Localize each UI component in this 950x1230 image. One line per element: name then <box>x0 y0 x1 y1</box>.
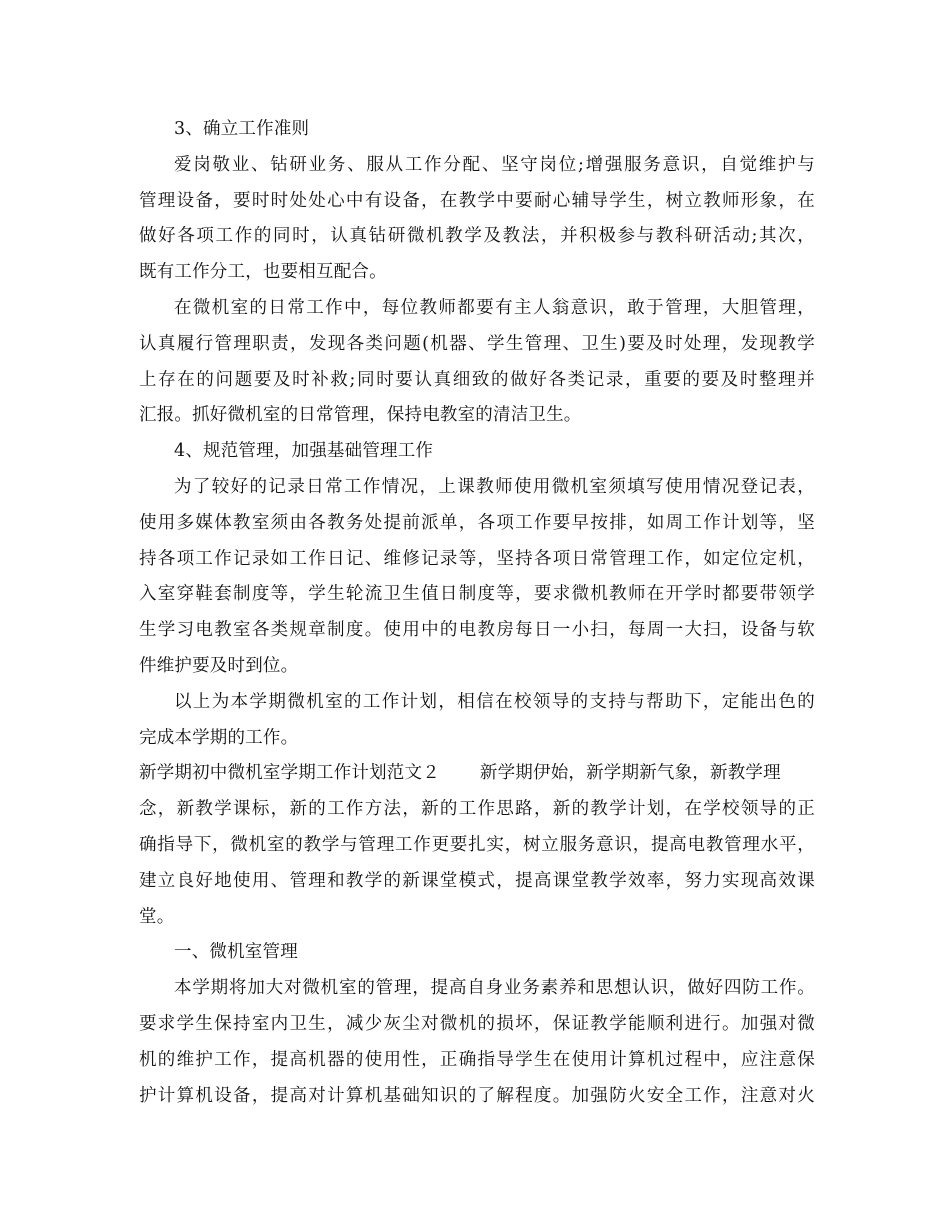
paragraph-line: 完成本学期的工作。 <box>139 727 299 748</box>
paragraph-line: 要求学生保持室内卫生，减少灰尘对微机的损坏，保证教学能顺利进行。加强对微 <box>139 1013 815 1034</box>
section-heading-3: 3、确立工作准则 <box>174 119 310 139</box>
document-body <box>139 112 815 1114</box>
paragraph-line: 在微机室的日常工作中，每位教师都要有主人翁意识，敢于管理，大胆管理， <box>174 297 815 318</box>
paragraph-line: 既有工作分工，也要相互配合。 <box>139 262 387 283</box>
paragraph-line: 护计算机设备，提高对计算机基础知识的了解程度。加强防火安全工作，注意对火 <box>139 1085 815 1106</box>
paragraph-line: 新学期伊始，新学期新气象，新教学理 <box>479 763 781 784</box>
section-heading-4: 4、规范管理，加强基础管理工作 <box>174 441 434 462</box>
paragraph-line: 堂。 <box>139 906 175 927</box>
paragraph-line: 以上为本学期微机室的工作计划，相信在校领导的支持与帮助下，定能出色的 <box>174 691 815 712</box>
paragraph-line: 件维护要及时到位。 <box>139 655 299 676</box>
paragraph-line: 本学期将加大对微机室的管理，提高自身业务素养和思想认识，做好四防工作。 <box>174 978 815 999</box>
document-title: 新学期初中微机室学期工作计划范文２ <box>139 763 440 784</box>
paragraph-line: 生学习电教室各类规章制度。使用中的电教房每日一小扫，每周一大扫，设备与软 <box>139 620 815 641</box>
paragraph-line: 确指导下，微机室的教学与管理工作更要扎实，树立服务意识，提高电教管理水平， <box>139 834 815 855</box>
paragraph-line: 机的维护工作，提高机器的使用性，正确指导学生在使用计算机过程中，应注意保 <box>139 1049 815 1070</box>
paragraph-line: 做好各项工作的同时，认真钻研微机教学及教法，并积极参与教科研活动;其次， <box>139 226 815 247</box>
paragraph-line: 上存在的问题要及时补救;同时要认真细致的做好各类记录，重要的要及时整理并 <box>139 369 815 390</box>
paragraph-line: 入室穿鞋套制度等，学生轮流卫生值日制度等，要求微机教师在开学时都要带领学 <box>139 584 815 605</box>
paragraph-line: 建立良好地使用、管理和教学的新课堂模式，提高课堂教学效率，努力实现高效课 <box>139 870 815 891</box>
paragraph-line: 念，新教学课标，新的工作方法，新的工作思路，新的教学计划，在学校领导的正 <box>139 799 815 820</box>
title-line <box>139 756 815 792</box>
section-heading-1: 一、微机室管理 <box>174 942 298 963</box>
paragraph-line: 爱岗敬业、钻研业务、服从工作分配、坚守岗位;增强服务意识，自觉维护与 <box>174 154 815 175</box>
paragraph-line: 汇报。抓好微机室的日常管理，保持电教室的清洁卫生。 <box>139 405 582 426</box>
paragraph-line: 持各项工作记录如工作日记、维修记录等，坚持各项日常管理工作，如定位定机， <box>139 548 815 569</box>
paragraph-line: 管理设备，要时时处处心中有设备，在教学中要耐心辅导学生，树立教师形象，在 <box>139 190 815 211</box>
paragraph-line: 认真履行管理职责，发现各类问题(机器、学生管理、卫生)要及时处理，发现教学 <box>139 333 815 354</box>
paragraph-line: 为了较好的记录日常工作情况，上课教师使用微机室须填写使用情况登记表， <box>174 476 815 497</box>
paragraph-line: 使用多媒体教室须由各教务处提前派单，各项工作要早按排，如周工作计划等，坚 <box>139 512 815 533</box>
